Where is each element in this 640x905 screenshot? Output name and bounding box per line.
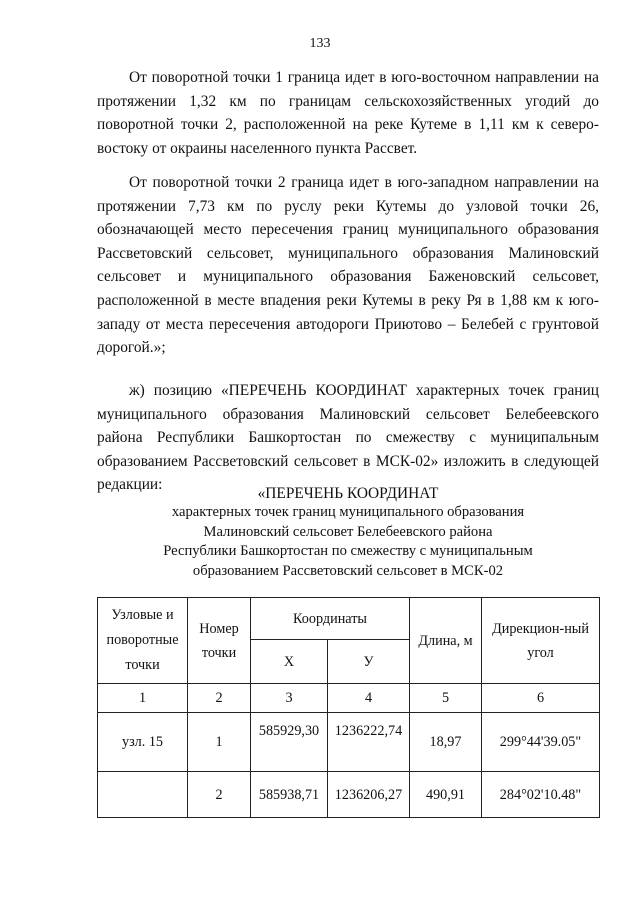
cell-y: 1236222,74 [328, 713, 410, 772]
cell-node: узл. 15 [98, 713, 188, 772]
column-number: 1 [98, 684, 188, 713]
table-header-row [98, 598, 600, 640]
coordinates-table [97, 597, 600, 818]
paragraph-1: От поворотной точки 1 граница идет в юго-восточном направлении на протяжении 1,32 км по границам сельскохозяйственных угодий до поворотной точки 2, расположенной на реке Кутеме в 1,11 км к северо-востоку от окраины населенного пункта Рассвет. [97, 69, 599, 157]
cell-x: 585938,71 [251, 772, 328, 818]
table-heading-line: характерных точек границ муниципального образования [171, 504, 525, 521]
header-nodes: Узловые и поворотные точки [98, 598, 188, 684]
page-number: 133 [309, 36, 331, 51]
cell-point: 2 [188, 772, 251, 818]
column-number: 3 [251, 684, 328, 713]
table-row [98, 772, 600, 818]
column-number: 2 [188, 684, 251, 713]
cell-length: 18,97 [410, 713, 482, 772]
table-heading-line: образованием Рассветовский сельсовет в МСК-02 [192, 562, 504, 579]
cell-length: 490,91 [410, 772, 482, 818]
header-length: Длина, м [410, 598, 482, 684]
table-heading-line: Малиновский сельсовет Белебеевского района [203, 523, 493, 540]
table-row [98, 713, 600, 772]
cell-bearing: 299°44'39.05" [482, 713, 600, 772]
cell-x: 585929,30 [251, 713, 328, 772]
table-heading [97, 484, 599, 581]
header-coordinates: Координаты [251, 598, 410, 640]
header-bearing: Дирекцион-ный угол [482, 598, 600, 684]
table-heading-title: «ПЕРЕЧЕНЬ КООРДИНАТ [257, 485, 439, 502]
column-number-row [98, 684, 600, 713]
header-x: Х [251, 640, 328, 684]
cell-bearing: 284°02'10.48" [482, 772, 600, 818]
cell-point: 1 [188, 713, 251, 772]
column-number: 5 [410, 684, 482, 713]
column-number: 6 [482, 684, 600, 713]
paragraph-2: От поворотной точки 2 граница идет в юго-западном направлении на протяжении 7,73 км по руслу реки Кутемы до узловой точки 26, обозначающей место пересечения границ муниципального образования Рассветовский сельсовет, муниципального образования Малиновский сельсовет и муниципального образования Баженовский сельсовет, расположенной в месте впадения реки Кутемы в реку Ря в 1,88 км к юго-западу от места пересечения автодороги Приютово – Белебей с грунтовой дорогой.»; [97, 174, 599, 357]
column-number: 4 [328, 684, 410, 713]
cell-node [98, 772, 188, 818]
header-y: У [328, 640, 410, 684]
header-point-number: Номер точки [188, 598, 251, 684]
cell-y: 1236206,27 [328, 772, 410, 818]
paragraph-3: ж) позицию «ПЕРЕЧЕНЬ КООРДИНАТ характерных точек границ муниципального образования Малиновский сельсовет Белебеевского района Республики Башкортостан по смежеству с муниципальным образованием Рассветовский сельсовет в МСК-02» изложить в следующей редакции: [97, 382, 599, 494]
table-heading-line: Республики Башкортостан по смежеству с муниципальным [163, 543, 533, 560]
